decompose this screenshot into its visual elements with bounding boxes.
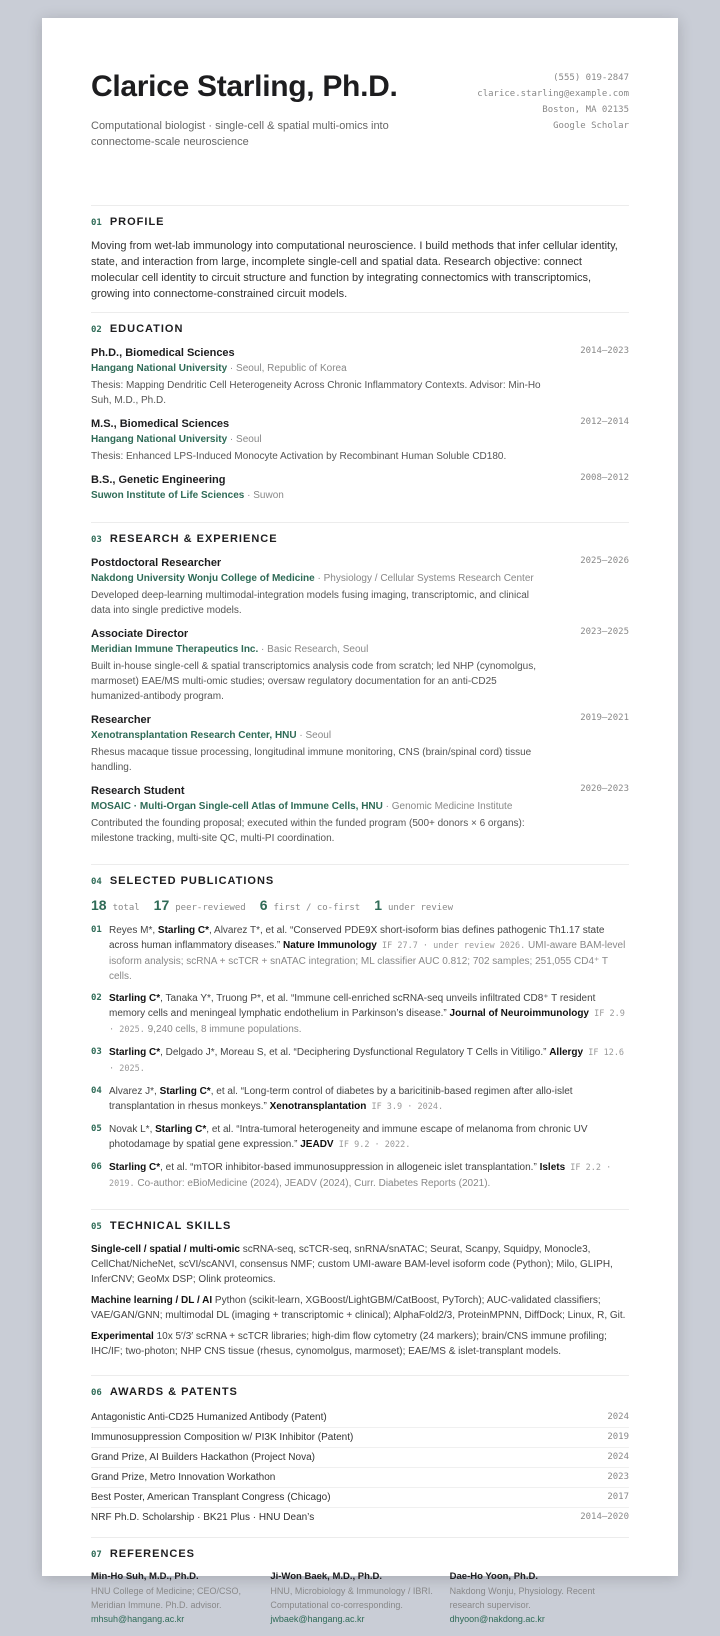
resume-page	[42, 18, 678, 1624]
institution-name: Hangang National University	[91, 434, 228, 445]
author-self: Starling C*	[109, 1047, 161, 1058]
degree-description: Thesis: Mapping Dendritic Cell Heterogeneity Across Chronic Inflammatory Contexts. Advisor: Min-Ho Suh, M.D., Ph.D.	[91, 380, 541, 406]
organization-line	[91, 799, 629, 815]
reference-email[interactable]: mhsuh@hangang.ac.kr	[91, 1614, 185, 1624]
reference-email[interactable]: dhyoon@nakdong.ac.kr	[449, 1614, 545, 1624]
award-name: Immunosuppression Composition w/ PI3K Inhibitor (Patent)	[91, 1432, 354, 1443]
award-name: Best Poster, American Transplant Congress (Chicago)	[91, 1492, 331, 1503]
role-title: Associate Director	[91, 628, 189, 640]
publication-citation	[109, 1122, 629, 1153]
education-section	[91, 313, 629, 523]
impact-meta: IF 2.9 · 2025.	[109, 1009, 625, 1035]
citation-body: , Delgado J*, Moreau S, et al. “Deciphering Dysfunctional Regulatory T Cells in Vitiligo.”	[160, 1047, 550, 1058]
section-number: 01	[91, 218, 102, 228]
institution-line	[91, 361, 629, 377]
authors-before: Novak L*,	[109, 1124, 156, 1135]
publication-citation	[109, 991, 629, 1038]
reference-email[interactable]: jwbaek@hangang.ac.kr	[270, 1614, 365, 1624]
organization-detail: · Basic Research, Seoul	[258, 644, 369, 655]
skill-category: Single-cell / spatial / multi-omic	[91, 1244, 240, 1255]
publication-citation	[109, 1160, 629, 1192]
award-row	[91, 1508, 629, 1527]
section-heading	[91, 533, 629, 545]
publication-stats	[91, 897, 629, 913]
date-range: 2012–2014	[580, 417, 629, 427]
publication-item	[91, 1160, 629, 1192]
award-year: 2014–2020	[580, 1512, 629, 1522]
publication-note: Co-author: eBioMedicine (2024), JEADV (2024), Curr. Diabetes Reports (2021).	[134, 1178, 491, 1189]
journal-name: Allergy	[549, 1047, 584, 1058]
award-row	[91, 1468, 629, 1488]
reference-name: Ji-Won Baek, M.D., Ph.D.	[270, 1571, 383, 1582]
section-number: 06	[91, 1388, 102, 1398]
author-self: Starling C*	[157, 925, 210, 936]
skill-group	[91, 1293, 629, 1323]
journal-name: Journal of Neuroimmunology	[449, 1008, 589, 1019]
impact-meta: IF 3.9 · 2024.	[366, 1102, 444, 1112]
stat-count: 17	[153, 897, 170, 913]
reference-affiliation: Nakdong Wonju, Physiology. Recent	[449, 1586, 595, 1596]
contact-location: Boston, MA 02135	[542, 105, 629, 115]
section-title: REFERENCES	[109, 1548, 196, 1560]
journal-name: Xenotransplantation	[269, 1101, 367, 1112]
award-name: NRF Ph.D. Scholarship · BK21 Plus · HNU Dean’s	[91, 1512, 315, 1523]
education-entry	[91, 345, 629, 408]
degree-title: B.S., Genetic Engineering	[91, 474, 226, 486]
section-heading	[91, 875, 629, 887]
publication-number: 02	[91, 993, 102, 1003]
date-range: 2008–2012	[580, 473, 629, 483]
contact-block	[477, 70, 629, 134]
section-heading	[91, 1548, 629, 1560]
organization-detail: · Genomic Medicine Institute	[382, 801, 513, 812]
award-name: Antagonistic Anti-CD25 Humanized Antibody (Patent)	[91, 1412, 327, 1423]
role-description: Contributed the founding proposal; executed within the funded program (500+ donors × 6 organs): milestone tracking, multi-site QC, multi-PI coordination.	[91, 818, 525, 844]
stat-label: first / co-first	[273, 903, 361, 913]
publications-section	[91, 865, 629, 1210]
reference-name: Min-Ho Suh, M.D., Ph.D.	[91, 1571, 199, 1582]
skill-list: Python (scikit-learn, XGBoost/LightGBM/CatBoost, PyTorch); AUC-validated classifiers; VAE/GAN/GNN; multimodal DL (imaging + transcriptomic + clinical); AlphaFold2/3, ProteinMPNN, DiffDock; Linux, R, Git.	[91, 1295, 626, 1321]
education-entry	[91, 472, 629, 504]
organization-name: Meridian Immune Therapeutics Inc.	[91, 644, 259, 655]
citation-body: , et al. “Long-term control of diabetes by a baricitinib-based regimen after allo-islet transplantation in rhesus monkeys.”	[109, 1086, 573, 1112]
institution-name: Hangang National University	[91, 363, 228, 374]
contact-email[interactable]: clarice.starling@example.com	[477, 89, 629, 99]
reference-card	[270, 1570, 449, 1626]
publication-citation	[109, 923, 629, 984]
citation-body: , Alvarez T*, et al. “Conserved PDE9X short-isoform bias defines pathogenic Th1.17 state across human inflammatory diseases.”	[109, 925, 605, 951]
award-year: 2019	[607, 1432, 629, 1442]
impact-meta: IF 9.2 · 2022.	[333, 1140, 411, 1150]
authors-before: Reyes M*,	[109, 925, 158, 936]
skill-list: scRNA-seq, scTCR-seq, snRNA/snATAC; Seurat, Scanpy, Squidpy, Monocle3, CellChat/NicheNet, scVI/scANVI, consensus NMF; custom UMI-aware BAM-level isoform code (Python); Milo, GLIPH, InferCNV; GeoMx DSP; Olink proteomics.	[91, 1244, 613, 1285]
publication-citation	[109, 1084, 629, 1115]
stat-label: peer-reviewed	[175, 903, 246, 913]
award-year: 2017	[607, 1492, 629, 1502]
awards-section	[91, 1376, 629, 1538]
award-year: 2023	[607, 1472, 629, 1482]
institution-name: Suwon Institute of Life Sciences	[91, 490, 245, 501]
organization-name: MOSAIC · Multi-Organ Single-cell Atlas of Immune Cells, HNU	[91, 801, 383, 812]
award-name: Grand Prize, Metro Innovation Workathon	[91, 1472, 276, 1483]
contact-phone: (555) 019-2847	[553, 73, 629, 83]
author-self: Starling C*	[109, 993, 161, 1004]
skill-category: Machine learning / DL / AI	[91, 1295, 213, 1306]
award-row	[91, 1488, 629, 1508]
citation-body: , et al. “mTOR inhibitor-based immunosuppression in allogeneic islet transplantation.”	[160, 1162, 540, 1173]
publication-item	[91, 1122, 629, 1153]
section-title: RESEARCH & EXPERIENCE	[109, 533, 278, 545]
stat-count: 1	[374, 897, 382, 913]
organization-line	[91, 571, 629, 587]
publication-item	[91, 1084, 629, 1115]
author-self: Starling C*	[159, 1086, 211, 1097]
date-range: 2014–2023	[580, 346, 629, 356]
award-row	[91, 1428, 629, 1448]
publication-number: 03	[91, 1047, 102, 1057]
section-heading	[91, 1386, 629, 1398]
skill-category: Experimental	[91, 1331, 154, 1342]
journal-name: Nature Immunology	[282, 940, 377, 951]
stat-count: 6	[259, 897, 268, 913]
education-entry	[91, 416, 629, 464]
role-title: Researcher	[91, 714, 151, 726]
role-description: Rhesus macaque tissue processing, longitudinal immune monitoring, CNS (brain/spinal cord) tissue handling.	[91, 747, 532, 773]
publication-number: 06	[91, 1162, 102, 1172]
degree-title: Ph.D., Biomedical Sciences	[91, 347, 235, 359]
section-title: PROFILE	[109, 216, 165, 228]
skill-group	[91, 1329, 629, 1359]
organization-detail: · Seoul	[296, 730, 332, 741]
skill-group	[91, 1242, 629, 1287]
organization-name: Xenotransplantation Research Center, HNU	[91, 730, 297, 741]
stat-label: total	[112, 903, 140, 913]
date-range: 2019–2021	[580, 713, 629, 723]
experience-entry	[91, 712, 629, 775]
publication-number: 05	[91, 1124, 102, 1134]
section-number: 05	[91, 1222, 102, 1232]
stat-label: under review	[388, 903, 454, 913]
role-description: Developed deep-learning multimodal-integration models fusing imaging, transcriptomic, and clinical data into single predictive models.	[91, 590, 530, 616]
organization-line	[91, 728, 629, 744]
citation-body: , Tanaka Y*, Truong P*, et al. “Immune cell-enriched scRNA-seq unveils infiltrated CD8⁺ T resident memory cells and meningeal lymphatic endothelium in Parkinson’s disease.”	[109, 993, 596, 1019]
impact-meta: IF 27.7 · under review 2026.	[376, 941, 526, 951]
role-title: Research Student	[91, 785, 185, 797]
skill-list: 10x 5′/3′ scRNA + scTCR libraries; high-dim flow cytometry (24 markers); brain/CNS immune profiling; IHC/IF; two-photon; NHP CNS tissue (rhesus, cynomolgus, marmoset); EAE/MS & islet-transplant models.	[91, 1331, 607, 1357]
section-heading	[91, 323, 629, 335]
author-self: Starling C*	[155, 1124, 207, 1135]
award-name: Grand Prize, AI Builders Hackathon (Project Nova)	[91, 1452, 315, 1463]
institution-location: · Suwon	[244, 490, 284, 501]
reference-card	[450, 1570, 629, 1626]
section-number: 04	[91, 877, 102, 887]
research-section	[91, 523, 629, 865]
institution-location: · Seoul, Republic of Korea	[227, 363, 347, 374]
date-range: 2025–2026	[580, 556, 629, 566]
reference-role: Computational co-corresponding.	[270, 1600, 403, 1610]
organization-line	[91, 642, 629, 658]
journal-name: JEADV	[300, 1139, 334, 1150]
section-heading	[91, 1220, 629, 1232]
publication-item	[91, 1045, 629, 1077]
section-number: 02	[91, 325, 102, 335]
publication-number: 04	[91, 1086, 102, 1096]
role-description: Built in-house single-cell & spatial transcriptomics analysis code from scratch; led NHP (cynomolgus, marmoset) EAE/MS multi-omic studies; oversaw regulatory documentation for an anti-CD25 humanized-antibody program.	[91, 661, 536, 702]
section-title: TECHNICAL SKILLS	[109, 1220, 232, 1232]
publication-item	[91, 923, 629, 984]
section-title: EDUCATION	[109, 323, 184, 335]
section-number: 07	[91, 1550, 102, 1560]
references-section	[91, 1538, 629, 1636]
experience-entry	[91, 783, 629, 846]
references-list	[91, 1570, 629, 1626]
section-title: AWARDS & PATENTS	[109, 1386, 238, 1398]
institution-line	[91, 488, 629, 504]
contact-scholar-link[interactable]: Google Scholar	[553, 121, 629, 131]
section-title: SELECTED PUBLICATIONS	[109, 875, 275, 887]
profile-text: Moving from wet-lab immunology into computational neuroscience. I build methods that infer cellular identity, state, and interaction from large, incomplete single-cell and spatial data. Research objective: connect molecular cell identity to circuit structure and function by integrating connectomics with transcriptomics, growing into connectome-constrained circuit models.	[91, 240, 618, 300]
publication-note: UMI-aware BAM-level isoform analysis; scRNA + scTCR + snATAC integration; ML classifier AUC 0.812; 702 samples; 251,055 CD4⁺ T cells.	[109, 940, 626, 982]
author-self: Starling C*	[109, 1162, 161, 1173]
resume-header	[91, 70, 629, 206]
person-name: Clarice Starling, Ph.D.	[91, 70, 398, 103]
organization-name: Nakdong University Wonju College of Medicine	[91, 573, 315, 584]
date-range: 2023–2025	[580, 627, 629, 637]
impact-meta: IF 12.6 · 2025.	[109, 1048, 625, 1074]
institution-location: · Seoul	[227, 434, 262, 445]
authors-before: Alvarez J*,	[109, 1086, 160, 1097]
experience-entry	[91, 555, 629, 618]
organization-detail: · Physiology / Cellular Systems Research Center	[314, 573, 534, 584]
role-title: Postdoctoral Researcher	[91, 557, 222, 569]
stat-count: 18	[91, 897, 107, 913]
reference-role: Meridian Immune. Ph.D. advisor.	[91, 1600, 222, 1610]
journal-name: Islets	[539, 1162, 566, 1173]
publication-number: 01	[91, 925, 102, 935]
award-year: 2024	[607, 1452, 629, 1462]
citation-body: , et al. “Intra-tumoral heterogeneity and immune escape of melanoma from chronic UV photodamage by spatial gene expression.”	[109, 1124, 588, 1150]
tagline: Computational biologist · single-cell & spatial multi-omics into connectome-scale neuroscience	[91, 120, 389, 148]
reference-name: Dae-Ho Yoon, Ph.D.	[449, 1571, 538, 1582]
impact-meta: IF 2.2 · 2019.	[109, 1163, 612, 1189]
award-year: 2024	[607, 1412, 629, 1422]
degree-description: Thesis: Enhanced LPS-Induced Monocyte Activation by Recombinant Human Soluble CD180.	[91, 451, 507, 462]
award-row	[91, 1408, 629, 1428]
reference-affiliation: HNU, Microbiology & Immunology / IBRI.	[270, 1586, 433, 1596]
reference-affiliation: HNU College of Medicine; CEO/CSO,	[91, 1586, 242, 1596]
institution-line	[91, 432, 629, 448]
reference-card	[91, 1570, 270, 1626]
skills-section	[91, 1210, 629, 1376]
degree-title: M.S., Biomedical Sciences	[91, 418, 230, 430]
publication-citation	[109, 1045, 629, 1077]
section-heading	[91, 216, 629, 228]
profile-section	[91, 206, 629, 313]
date-range: 2020–2023	[580, 784, 629, 794]
reference-role: research supervisor.	[449, 1600, 531, 1610]
section-number: 03	[91, 535, 102, 545]
publication-item	[91, 991, 629, 1038]
publication-note: 9,240 cells, 8 immune populations.	[144, 1024, 302, 1035]
experience-entry	[91, 626, 629, 704]
award-row	[91, 1448, 629, 1468]
